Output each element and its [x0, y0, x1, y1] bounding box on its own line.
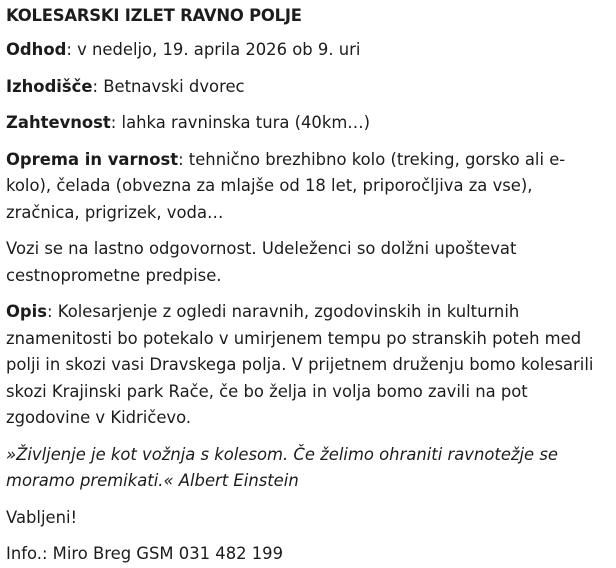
responsibility-note: Vozi se na lastno odgovornost. Udeleženci so dolžni upoštevat cestnoprometne predpise. — [6, 239, 517, 285]
start-point-label: Izhodišče — [6, 76, 93, 96]
page-title: KOLESARSKI IZLET RAVNO POLJE — [6, 6, 302, 25]
start-point-paragraph — [6, 74, 610, 101]
difficulty-label: Zahtevnost — [6, 113, 111, 132]
departure-paragraph — [6, 37, 610, 64]
description-label: Opis — [6, 302, 48, 321]
description-paragraph — [6, 299, 610, 432]
departure-value: : v nedeljo, 19. aprila 2026 ob 9. uri — [66, 40, 361, 59]
equipment-label: Oprema in varnost — [6, 149, 179, 169]
difficulty-value: : lahka ravninska tura (40km…) — [110, 113, 371, 132]
start-point-value: : Betnavski dvorec — [92, 76, 245, 96]
description-value: : Kolesarjenje z ogledi naravnih, zgodovinskih in kulturnih znamenitosti bo potekalo v umirjenem tempu po stranskih poteh med polji in skozi vasi Dravskega polja. V prijetnem druženju bomo kolesarili skozi Krajinski park Rače, če bo želja in volja bomo zavili na pot zgodovine v Kidričevo. — [6, 302, 594, 427]
contact-info: Info.: Miro Breg GSM 031 482 199 — [6, 544, 284, 563]
invitation: Vabljeni! — [6, 507, 78, 527]
equipment-paragraph — [6, 147, 610, 227]
equipment-value: : tehnično brezhibno kolo (treking, gorsko ali e-kolo), čelada (obvezna za mlajše od 18 let, priporočljiva za vse), zračnica, prigrizek, voda… — [6, 149, 566, 222]
einstein-quote: »Življenje je kot vožnja s kolesom. Če želimo ohraniti ravnotežje se moramo premikati.« Albert Einstein — [6, 444, 558, 490]
departure-label: Odhod — [6, 40, 67, 59]
difficulty-paragraph — [6, 110, 610, 137]
